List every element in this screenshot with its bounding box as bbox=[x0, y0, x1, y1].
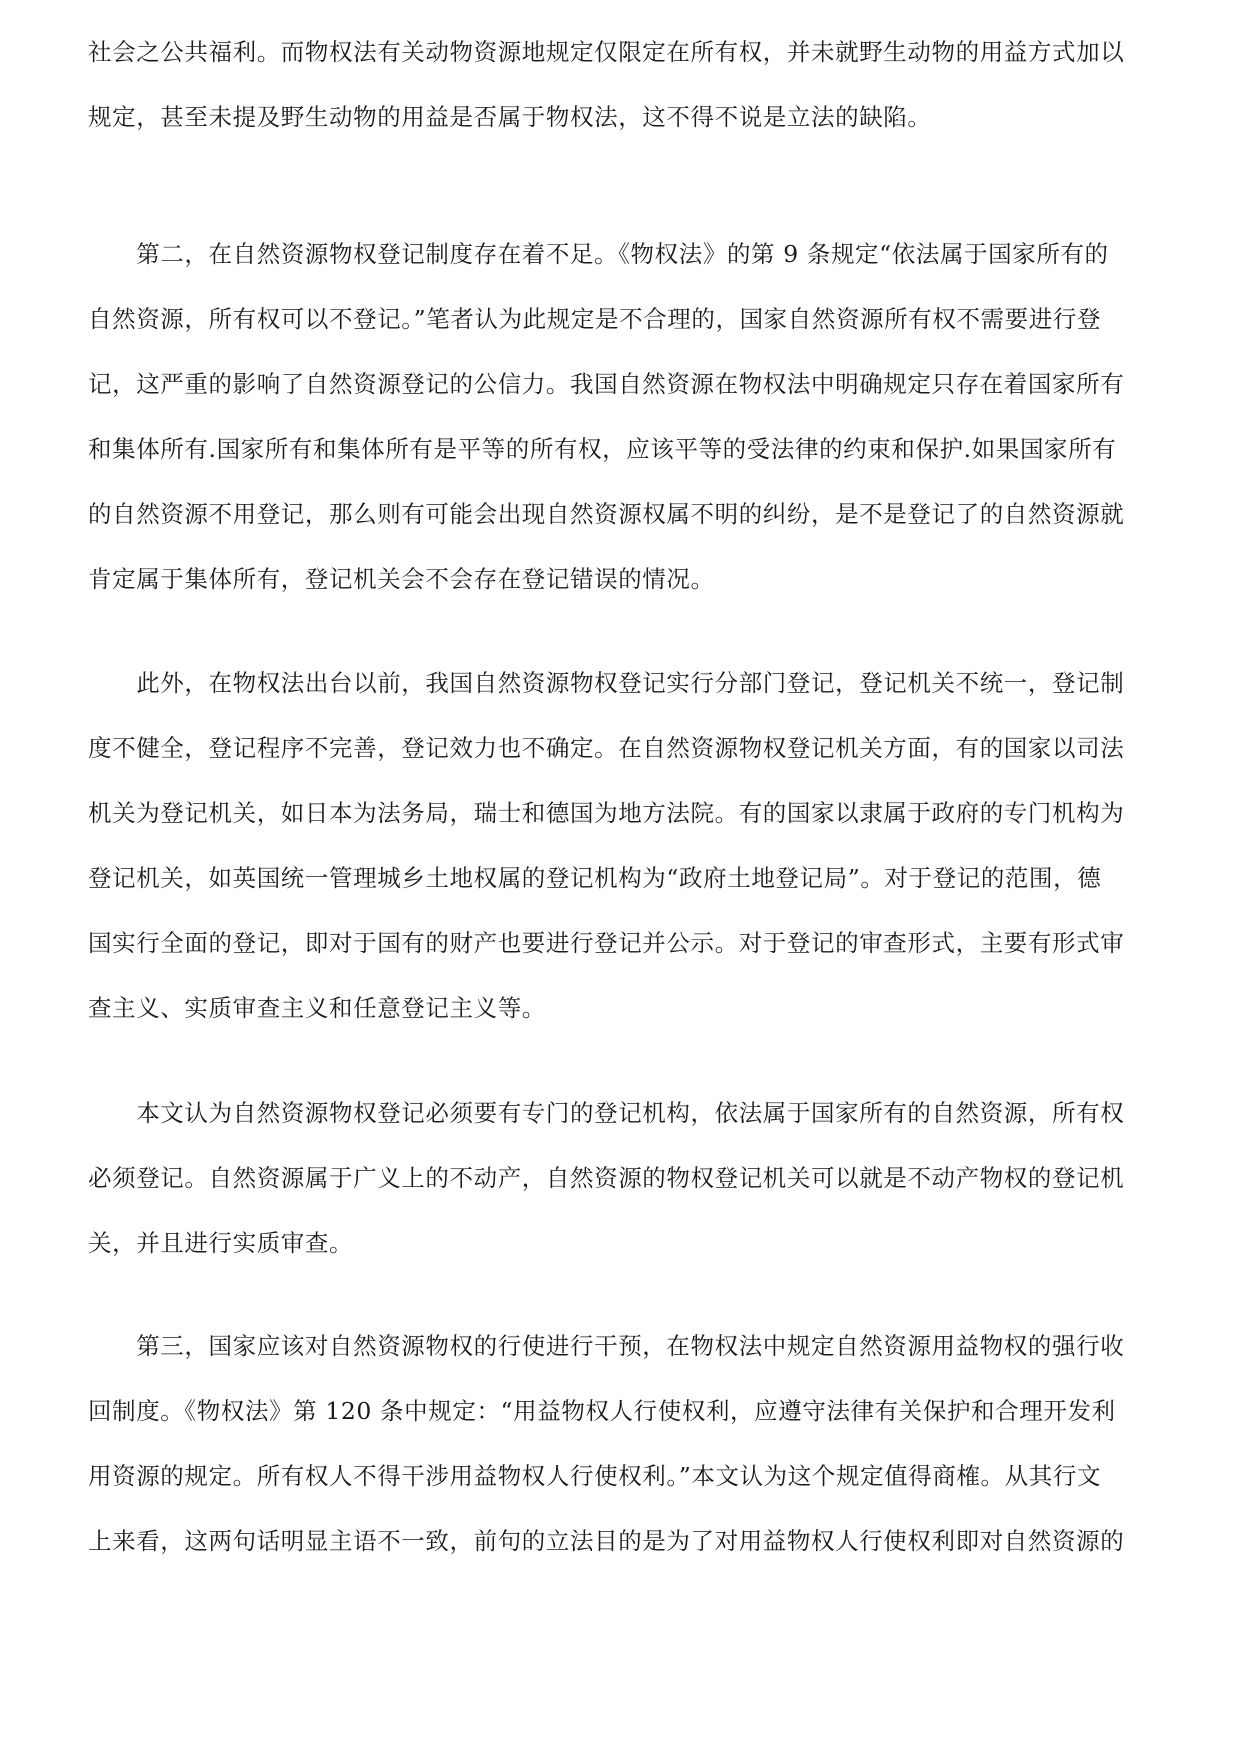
paragraph-4 bbox=[88, 1081, 1163, 1276]
paragraph-line: 肯定属于集体所有，登记机关会不会存在登记错误的情况。 bbox=[88, 565, 715, 593]
paragraph-line: 自然资源，所有权可以不登记。”笔者认为此规定是不合理的，国家自然资源所有权不需要进行登 bbox=[88, 305, 1102, 333]
paragraph-5 bbox=[88, 1314, 1163, 1574]
paragraph-line: 记，这严重的影响了自然资源登记的公信力。我国自然资源在物权法中明确规定只存在着国家所有 bbox=[88, 370, 1125, 398]
paragraph-line: 国实行全面的登记，即对于国有的财产也要进行登记并公示。对于登记的审查形式，主要有形式审 bbox=[88, 929, 1125, 957]
paragraph-line: 本文认为自然资源物权登记必须要有专门的登记机构，依法属于国家所有的自然资源，所有权 bbox=[88, 1099, 1125, 1127]
paragraph-line: 必须登记。自然资源属于广义上的不动产，自然资源的物权登记机关可以就是不动产物权的登记机 bbox=[88, 1164, 1125, 1192]
paragraph-1 bbox=[88, 20, 1163, 150]
paragraph-line: 关，并且进行实质审查。 bbox=[88, 1229, 354, 1257]
paragraph-line: 规定，甚至未提及野生动物的用益是否属于物权法，这不得不说是立法的缺陷。 bbox=[88, 103, 932, 131]
paragraph-line: 用资源的规定。所有权人不得干涉用益物权人行使权利。”本文认为这个规定值得商榷。从其行文 bbox=[88, 1462, 1102, 1490]
paragraph-line: 查主义、实质审查主义和任意登记主义等。 bbox=[88, 994, 546, 1022]
paragraph-line: 机关为登记机关，如日本为法务局，瑞士和德国为地方法院。有的国家以隶属于政府的专门机构为 bbox=[88, 799, 1125, 827]
paragraph-2 bbox=[88, 222, 1163, 612]
paragraph-line: 登记机关，如英国统一管理城乡土地权属的登记机构为“政府土地登记局”。对于登记的范围，德 bbox=[88, 864, 1102, 892]
paragraph-line: 和集体所有.国家所有和集体所有是平等的所有权，应该平等的受法律的约束和保护.如果国家所有 bbox=[88, 435, 1117, 463]
paragraph-line: 社会之公共福利。而物权法有关动物资源地规定仅限定在所有权，并未就野生动物的用益方式加以 bbox=[88, 38, 1125, 66]
paragraph-3 bbox=[88, 651, 1163, 1041]
paragraph-line: 的自然资源不用登记，那么则有可能会出现自然资源权属不明的纠纷，是不是登记了的自然资源就 bbox=[88, 500, 1125, 528]
paragraph-line: 回制度。《物权法》第 120 条中规定：“用益物权人行使权利，应遵守法律有关保护和合理开发利 bbox=[88, 1397, 1116, 1425]
paragraph-line: 度不健全，登记程序不完善，登记效力也不确定。在自然资源物权登记机关方面，有的国家以司法 bbox=[88, 734, 1125, 762]
paragraph-line: 此外，在物权法出台以前，我国自然资源物权登记实行分部门登记，登记机关不统一，登记制 bbox=[88, 669, 1125, 697]
paragraph-line: 第二，在自然资源物权登记制度存在着不足。《物权法》的第 9 条规定“依法属于国家所有的 bbox=[88, 240, 1109, 268]
paragraph-line: 第三，国家应该对自然资源物权的行使进行干预，在物权法中规定自然资源用益物权的强行收 bbox=[88, 1332, 1125, 1360]
paragraph-line: 上来看，这两句话明显主语不一致，前句的立法目的是为了对用益物权人行使权利即对自然资源的 bbox=[88, 1527, 1125, 1555]
